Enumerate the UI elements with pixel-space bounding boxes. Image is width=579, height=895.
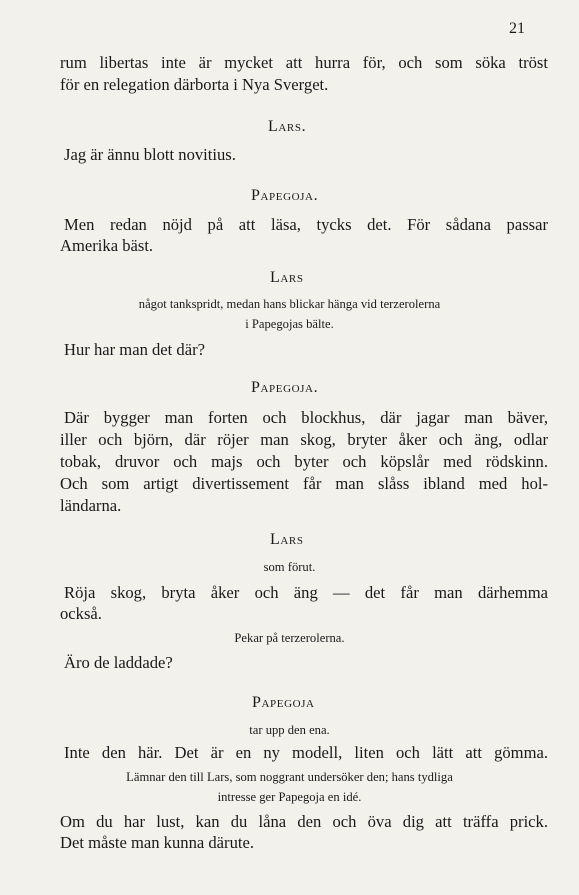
text-line: Men redan nöjd på att läsa, tycks det. För sådana passar [64, 215, 548, 234]
text-line: rum libertas inte är mycket att hurra för, och som söka tröst [60, 53, 548, 72]
speaker-name: Lars. [268, 118, 307, 135]
speaker-name: Lars [270, 269, 304, 286]
stage-direction: som förut. [263, 560, 316, 574]
text-line: Inte den här. Det är en ny modell, liten och lätt att gömma. [64, 743, 548, 762]
text-line: ländarna. [60, 496, 122, 515]
speaker-name: Papegoja. [251, 379, 319, 396]
text-line: Röja skog, bryta åker och äng — det får man därhemma [64, 583, 548, 602]
stage-direction: Lämnar den till Lars, som noggrant undersöker den; hans tydliga [126, 770, 453, 784]
text-line: Äro de laddade? [64, 653, 173, 672]
stage-direction: något tankspridt, medan hans blickar hänga vid terzerolerna [138, 297, 441, 311]
text-line: Det måste man kunna därute. [60, 833, 254, 852]
text-line: iller och björn, där röjer man skog, bryter åker och äng, odlar [60, 430, 548, 449]
page-number: 21 [509, 20, 525, 37]
text-line: Hur har man det där? [64, 340, 205, 359]
stage-direction: tar upp den ena. [249, 723, 330, 737]
text-line: tobak, druvor och majs och byter och köpslår med rödskinn. [60, 452, 548, 471]
stage-direction: Pekar på terzerolerna. [234, 631, 345, 645]
text-line: Om du har lust, kan du låna den och öva dig att träffa prick. [60, 812, 548, 831]
stage-direction: i Papegojas bälte. [245, 317, 334, 331]
stage-direction: intresse ger Papegoja en idé. [217, 790, 362, 804]
text-line: Och som artigt divertissement får man slåss ibland med hol- [60, 474, 548, 493]
text-line: Amerika bäst. [60, 236, 154, 255]
speaker-name: Papegoja [252, 694, 315, 711]
text-line: också. [60, 604, 102, 623]
text-line: Där bygger man forten och blockhus, där jagar man bäver, [64, 408, 548, 427]
text-line: för en relegation därborta i Nya Sverget. [60, 75, 329, 94]
text-line: Jag är ännu blott novitius. [64, 145, 236, 164]
speaker-name: Lars [270, 531, 304, 548]
speaker-name: Papegoja. [251, 187, 319, 204]
